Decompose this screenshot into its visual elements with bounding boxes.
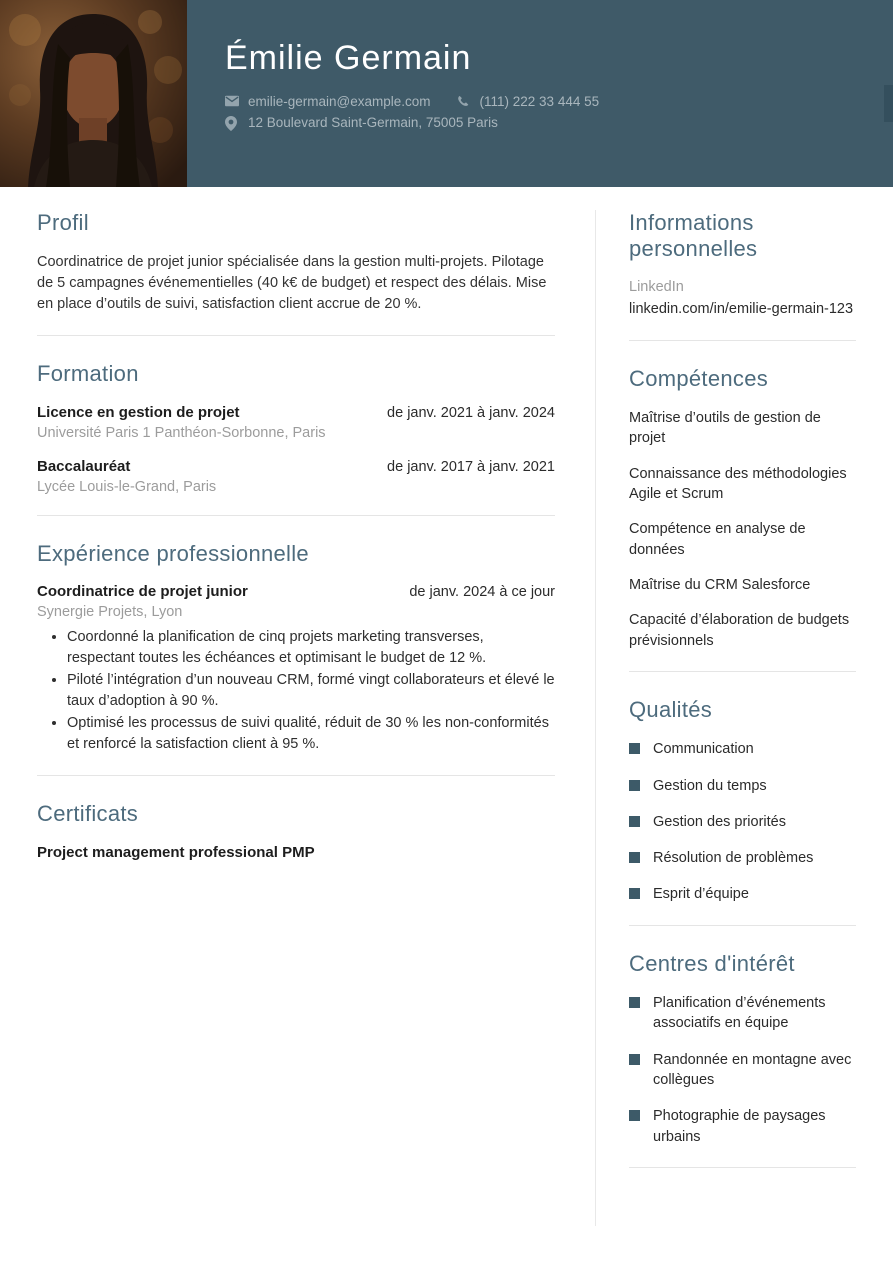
- contact-row-1: [225, 94, 893, 109]
- interest-label: Randonnée en montagne avec collègues: [653, 1051, 852, 1089]
- skill-item: Connaissance des méthodologies Agile et Scrum: [629, 465, 847, 503]
- right-column: [629, 210, 856, 1193]
- location-pin-icon: [225, 116, 239, 130]
- square-bullet-icon: [629, 743, 640, 754]
- school-name: Université Paris 1 Panthéon-Sorbonne, Paris: [37, 424, 326, 441]
- section-centres-interet: [629, 951, 856, 1147]
- experience-bullet: • Optimisé les processus de suivi qualité, réduit de 30 % les non-conformités et renforcé la satisfaction client à 95 %.: [67, 713, 555, 755]
- quality-item: [629, 739, 856, 759]
- address-text: 12 Boulevard Saint-Germain, 75005 Paris: [248, 115, 498, 131]
- email-text: emilie-germain@example.com: [248, 94, 431, 110]
- experience-entry: [37, 583, 555, 755]
- phone-icon: [457, 95, 471, 109]
- linkedin-label: LinkedIn: [629, 278, 684, 295]
- quality-label: Résolution de problèmes: [653, 850, 814, 867]
- quality-item: [629, 776, 856, 796]
- experience-bullet: • Coordonné la planification de cinq projets marketing transverses, respectant toutes les échéances et optimisant le budget de 12 %.: [67, 627, 555, 669]
- date-range: de janv. 2024 à ce jour: [409, 584, 555, 601]
- phone-item: [457, 94, 600, 109]
- skill-item: Maîtrise du CRM Salesforce: [629, 576, 811, 593]
- interest-item: [629, 1050, 856, 1091]
- skill-item: Compétence en analyse de données: [629, 521, 806, 558]
- interest-label: Photographie de paysages urbains: [653, 1108, 826, 1145]
- section-title-competences: Compétences: [629, 365, 769, 391]
- section-formation: [37, 361, 555, 494]
- skill-item: Maîtrise d’outils de gestion de projet: [629, 410, 821, 447]
- interest-label: Planification d’événements associatifs en équipe: [653, 995, 826, 1032]
- section-certificats: [37, 801, 555, 860]
- quality-label: Gestion des priorités: [653, 813, 786, 830]
- company-name: Synergie Projets, Lyon: [37, 604, 183, 621]
- square-bullet-icon: [629, 852, 640, 863]
- experience-bullets: [37, 627, 555, 755]
- certificate-item: Project management professional PMP: [37, 843, 315, 861]
- square-bullet-icon: [629, 816, 640, 827]
- section-divider: [629, 925, 856, 926]
- section-title-certificats: Certificats: [37, 801, 139, 827]
- quality-item: [629, 812, 856, 832]
- header-info: [187, 0, 893, 187]
- email-item: [225, 94, 431, 109]
- header: [0, 0, 893, 187]
- section-title-interets: Centres d'intérêt: [629, 950, 795, 976]
- job-title: Coordinatrice de projet junior: [37, 583, 248, 601]
- education-entry: [37, 458, 555, 495]
- section-qualites: [629, 697, 856, 905]
- quality-label: Communication: [653, 741, 754, 758]
- section-title-infos: Informations personnelles: [629, 210, 758, 262]
- section-divider: [37, 775, 555, 776]
- square-bullet-icon: [629, 1110, 640, 1121]
- section-title-profil: Profil: [37, 210, 89, 235]
- education-entry-head: [37, 404, 555, 421]
- profile-photo: [0, 0, 187, 187]
- education-entry: [37, 404, 555, 441]
- section-title-formation: Formation: [37, 361, 139, 387]
- contact-row-2: [225, 115, 893, 130]
- section-infos-personnelles: [629, 210, 856, 320]
- education-entry-head: [37, 458, 555, 475]
- degree-title: Licence en gestion de projet: [37, 403, 240, 421]
- profil-text: Coordinatrice de projet junior spécialisée dans la gestion multi-projets. Pilotage de 5 campagnes événementielles (40 k€ de budget) et respect des délais. Mise en place d’outils de suivi, satisfaction client accrue de 20 %.: [37, 254, 547, 313]
- date-range: de janv. 2021 à janv. 2024: [387, 404, 555, 421]
- section-divider: [629, 340, 856, 341]
- page-title: Émilie Germain: [225, 39, 472, 77]
- linkedin-url: linkedin.com/in/emilie-germain-123: [629, 300, 854, 317]
- contact-block: [225, 94, 893, 130]
- quality-label: Esprit d’équipe: [653, 886, 749, 903]
- square-bullet-icon: [629, 997, 640, 1008]
- header-edge-accent: [884, 85, 893, 122]
- skill-item: Capacité d’élaboration de budgets prévisionnels: [629, 612, 850, 649]
- section-divider: [629, 671, 856, 672]
- phone-text: (111) 222 33 444 55: [479, 94, 600, 110]
- section-experience: [37, 541, 555, 755]
- section-divider: [37, 335, 555, 336]
- square-bullet-icon: [629, 888, 640, 899]
- section-title-experience: Expérience professionnelle: [37, 540, 309, 566]
- quality-item: [629, 848, 856, 868]
- section-title-qualites: Qualités: [629, 696, 713, 722]
- mail-icon: [225, 95, 239, 109]
- square-bullet-icon: [629, 780, 640, 791]
- section-profil: [37, 210, 555, 315]
- quality-item: [629, 884, 856, 904]
- content: [0, 187, 893, 1193]
- experience-bullet: • Piloté l’intégration d’un nouveau CRM, formé vingt collaborateurs et élevé le taux d’adoption à 90 %.: [67, 670, 555, 712]
- section-divider: [37, 515, 555, 516]
- interest-item: [629, 1106, 856, 1147]
- school-name: Lycée Louis-le-Grand, Paris: [37, 478, 217, 495]
- interest-item: [629, 993, 856, 1034]
- experience-entry-head: [37, 583, 555, 600]
- left-column: [37, 210, 555, 1193]
- address-item: [225, 115, 498, 130]
- section-competences: [629, 366, 856, 651]
- section-divider: [629, 1167, 856, 1168]
- square-bullet-icon: [629, 1054, 640, 1065]
- date-range: de janv. 2017 à janv. 2021: [387, 458, 555, 475]
- quality-label: Gestion du temps: [653, 777, 767, 794]
- degree-title: Baccalauréat: [37, 457, 131, 475]
